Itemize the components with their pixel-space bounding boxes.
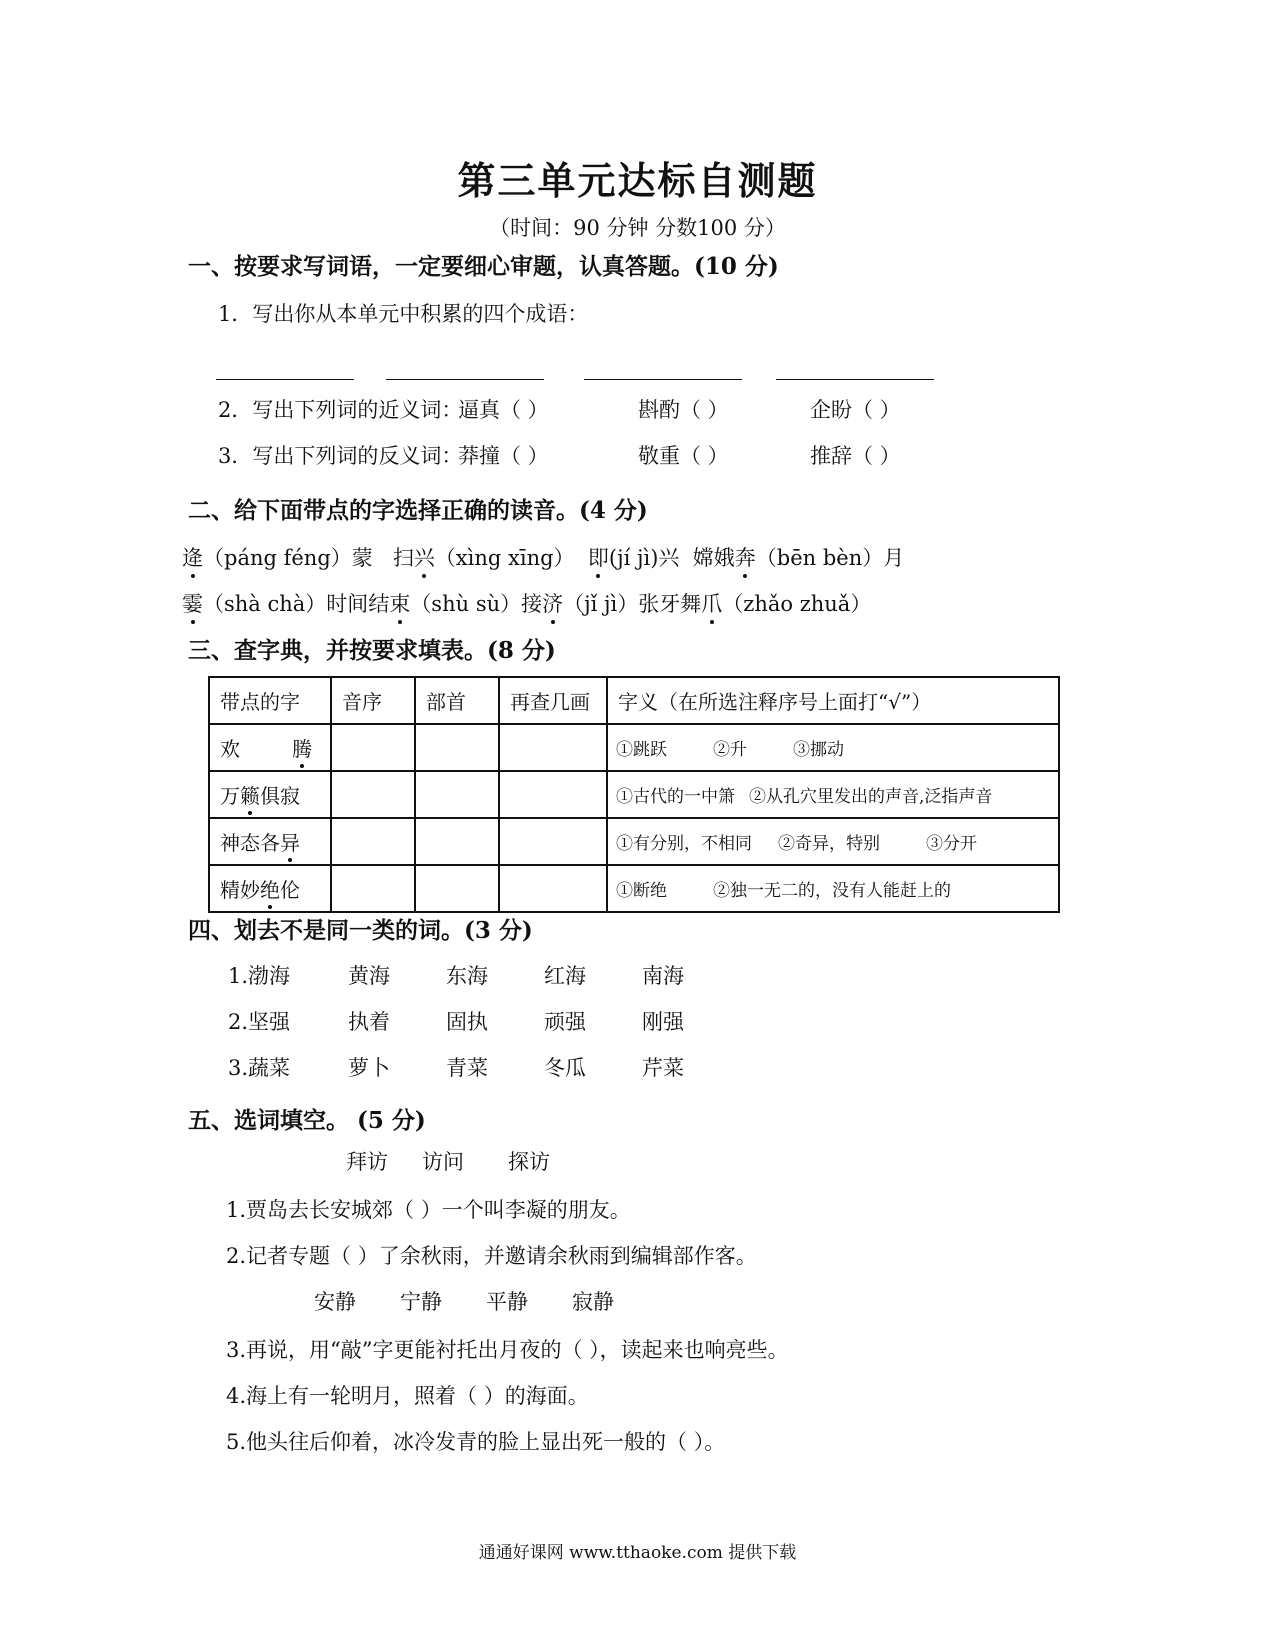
word-item[interactable]: 执着 xyxy=(348,1010,390,1034)
word-cell: 欢 腾 xyxy=(209,724,331,771)
s5-q2: 2.记者专题（ ）了余秋雨，并邀请余秋雨到编辑部作客。 xyxy=(226,1244,757,1268)
answer-line-4 xyxy=(776,379,934,380)
dotted-char: 爪 xyxy=(701,588,722,618)
exam-info: （时间：90 分钟 分数100 分） xyxy=(489,216,786,240)
table-row xyxy=(209,865,1059,912)
s5-q5: 5.他头往后仰着，冰冷发青的脸上显出死一般的（ ）。 xyxy=(226,1430,726,1454)
word-item[interactable]: 1.渤海 xyxy=(228,964,291,988)
section-4-heading: 四、划去不是同一类的词。(3 分) xyxy=(188,917,533,944)
table-header: 带点的字 xyxy=(209,677,331,724)
dotted-char: 腾 xyxy=(292,733,312,762)
dotted-char: 异 xyxy=(280,827,300,856)
word-item[interactable]: 刚强 xyxy=(642,1010,684,1034)
pinyin-line-2: 霎（shà chà）时间结束（shù sù）接济（jǐ jì）张牙舞爪（zhǎo zhuǎ） xyxy=(182,588,871,618)
answer-cell[interactable] xyxy=(331,818,415,865)
s5-q3: 3.再说，用“敲”字更能衬托出月夜的（ ），读起来也响亮些。 xyxy=(226,1338,789,1362)
dotted-char: 济 xyxy=(542,588,563,618)
page-title: 第三单元达标自测题 xyxy=(457,158,818,203)
s1-q3-item: 推辞（ ） xyxy=(810,444,901,468)
answer-cell[interactable] xyxy=(415,818,499,865)
s1-q2-item: 企盼（ ） xyxy=(810,398,901,422)
dotted-char: 兴 xyxy=(414,542,435,572)
dotted-char: 绝 xyxy=(260,874,280,903)
word-item[interactable]: 南海 xyxy=(642,964,684,988)
word-cell: 神态各异 xyxy=(209,818,331,865)
dotted-char: 籁 xyxy=(240,780,260,809)
word-choice: 探访 xyxy=(508,1150,550,1174)
answer-cell[interactable] xyxy=(499,771,607,818)
answer-cell[interactable] xyxy=(331,724,415,771)
word-item[interactable]: 3.蔬菜 xyxy=(228,1056,291,1080)
word-item[interactable]: 青菜 xyxy=(446,1056,488,1080)
word-choice: 宁静 xyxy=(400,1290,442,1314)
dotted-char: 束 xyxy=(389,588,410,618)
word-item[interactable]: 顽强 xyxy=(544,1010,586,1034)
word-item[interactable]: 冬瓜 xyxy=(544,1056,586,1080)
dotted-char: 即 xyxy=(588,542,609,572)
answer-cell[interactable] xyxy=(331,865,415,912)
s1-q2-item: 斟酌（ ） xyxy=(638,398,729,422)
s1-q1: 1．写出你从本单元中积累的四个成语： xyxy=(218,302,589,326)
answer-cell[interactable] xyxy=(499,724,607,771)
word-item[interactable]: 萝卜 xyxy=(348,1056,390,1080)
word-item[interactable]: 固执 xyxy=(446,1010,488,1034)
word-choice: 平静 xyxy=(486,1290,528,1314)
answer-line-3 xyxy=(584,379,742,380)
word-choice: 寂静 xyxy=(572,1290,614,1314)
s1-q2-item: 逼真（ ） xyxy=(458,398,549,422)
answer-cell[interactable] xyxy=(415,724,499,771)
s1-q3-item: 莽撞（ ） xyxy=(458,444,549,468)
word-item[interactable]: 红海 xyxy=(544,964,586,988)
word-choice: 安静 xyxy=(314,1290,356,1314)
s5-q1: 1.贾岛去长安城郊（ ）一个叫李凝的朋友。 xyxy=(226,1198,631,1222)
section-3-heading: 三、查字典，并按要求填表。(8 分) xyxy=(188,637,556,664)
dotted-char: 逄 xyxy=(182,542,203,572)
word-item[interactable]: 黄海 xyxy=(348,964,390,988)
answer-cell[interactable] xyxy=(331,771,415,818)
answer-cell[interactable] xyxy=(415,865,499,912)
table-header: 字义（在所选注释序号上面打“√”） xyxy=(607,677,1059,724)
answer-cell[interactable] xyxy=(415,771,499,818)
s1-q3-item: 敬重（ ） xyxy=(638,444,729,468)
word-item[interactable]: 东海 xyxy=(446,964,488,988)
s5-q4: 4.海上有一轮明月，照着（ ）的海面。 xyxy=(226,1384,589,1408)
section-5-heading: 五、选词填空。 (5 分) xyxy=(188,1107,426,1134)
answer-cell[interactable] xyxy=(499,865,607,912)
answer-line-1 xyxy=(216,379,354,380)
table-row xyxy=(209,771,1059,818)
dotted-char: 奔 xyxy=(735,542,756,572)
s1-q2-prefix: 2．写出下列词的近义词： xyxy=(218,398,463,422)
word-item[interactable]: 芹菜 xyxy=(642,1056,684,1080)
table-row xyxy=(209,724,1059,771)
answer-cell[interactable] xyxy=(499,818,607,865)
meaning-cell: ①跳跃 ②升 ③挪动 xyxy=(607,724,1059,771)
table-row xyxy=(209,818,1059,865)
table-header: 再查几画 xyxy=(499,677,607,724)
section-1-heading: 一、按要求写词语，一定要细心审题，认真答题。(10 分) xyxy=(188,253,779,280)
dictionary-table xyxy=(208,676,1060,913)
pinyin-line-1: 逄（páng féng）蒙 扫兴（xìng xīng） 即(jí jì)兴 嫦娥奔（bēn bèn）月 xyxy=(182,542,904,572)
dotted-char: 霎 xyxy=(182,588,203,618)
word-cell: 万籁俱寂 xyxy=(209,771,331,818)
s1-q3-prefix: 3．写出下列词的反义词： xyxy=(218,444,463,468)
word-cell: 精妙绝伦 xyxy=(209,865,331,912)
word-choice: 拜访 xyxy=(346,1150,388,1174)
table-header: 部首 xyxy=(415,677,499,724)
section-2-heading: 二、给下面带点的字选择正确的读音。(4 分) xyxy=(188,497,648,524)
answer-line-2 xyxy=(386,379,544,380)
word-item[interactable]: 2.坚强 xyxy=(228,1010,291,1034)
meaning-cell: ①断绝 ②独一无二的，没有人能赶上的 xyxy=(607,865,1059,912)
word-choice: 访问 xyxy=(422,1150,464,1174)
meaning-cell: ①有分别，不相同 ②奇异，特别 ③分开 xyxy=(607,818,1059,865)
table-header: 音序 xyxy=(331,677,415,724)
table-header-row xyxy=(209,677,1059,724)
meaning-cell: ①古代的一中箫 ②从孔穴里发出的声音,泛指声音 xyxy=(607,771,1059,818)
footer-credit: 通通好课网 www.tthaoke.com 提供下载 xyxy=(478,1543,797,1563)
